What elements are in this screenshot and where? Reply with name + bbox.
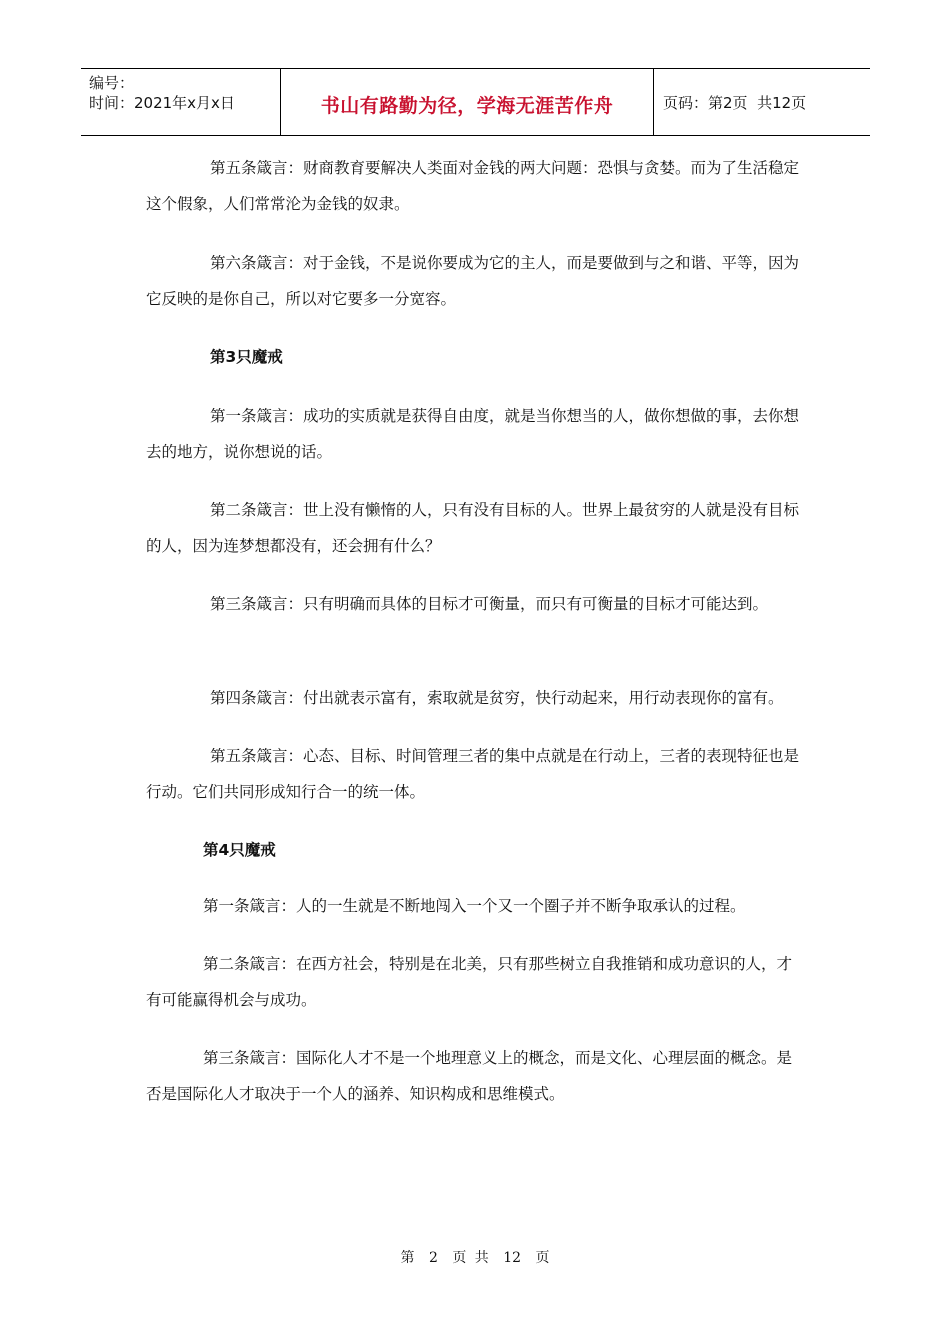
section-heading: 第3只魔戒 xyxy=(210,348,283,366)
footer-prefix: 第 xyxy=(400,1250,415,1266)
paragraph: 第一条箴言：人的一生就是不断地闯入一个又一个圈子并不断争取承认的过程。 xyxy=(203,897,746,915)
header-meta-cell xyxy=(81,69,281,135)
document-body xyxy=(146,150,806,1112)
time-label: 时间：2021年x月x日 xyxy=(89,94,235,112)
page-label: 页码：第2页 共12页 xyxy=(663,93,807,112)
header-motto-cell xyxy=(281,69,654,135)
number-label: 编号： xyxy=(89,74,135,92)
paragraph: 第二条箴言：在西方社会，特别是在北美，只有那些树立自我推销和成功意识的人，才有可能赢得机会与成功。 xyxy=(146,955,793,1009)
paragraph: 第四条箴言：付出就表示富有，索取就是贫穷，快行动起来，用行动表现你的富有。 xyxy=(210,689,784,707)
paragraph: 第二条箴言：世上没有懒惰的人，只有没有目标的人。世界上最贫穷的人就是没有目标的人，因为连梦想都没有，还会拥有什么？ xyxy=(146,501,800,555)
motto: 书山有路勤为径，学海无涯苦作舟 xyxy=(320,94,614,117)
footer-suffix: 页 xyxy=(535,1250,550,1266)
paragraph: 第一条箴言：成功的实质就是获得自由度，就是当你想当的人，做你想做的事，去你想去的地方，说你想说的话。 xyxy=(146,407,800,461)
footer-page-total: 12 xyxy=(503,1250,522,1266)
header-page-cell xyxy=(654,69,870,135)
paragraph: 第五条箴言：心态、目标、时间管理三者的集中点就是在行动上，三者的表现特征也是行动。它们共同形成知行合一的统一体。 xyxy=(146,747,800,801)
footer-mid: 页 共 xyxy=(452,1250,489,1266)
header-table xyxy=(81,68,870,136)
section-heading: 第4只魔戒 xyxy=(203,841,276,859)
paragraph: 第三条箴言：国际化人才不是一个地理意义上的概念，而是文化、心理层面的概念。是否是国际化人才取决于一个人的涵养、知识构成和思维模式。 xyxy=(146,1049,793,1103)
page-footer xyxy=(0,1247,950,1267)
paragraph: 第六条箴言：对于金钱，不是说你要成为它的主人，而是要做到与之和谐、平等，因为它反映的是你自己，所以对它要多一分宽容。 xyxy=(146,254,800,308)
footer-page-number: 2 xyxy=(428,1250,438,1266)
paragraph: 第五条箴言：财商教育要解决人类面对金钱的两大问题：恐惧与贪婪。而为了生活稳定这个假象，人们常常沦为金钱的奴隶。 xyxy=(146,159,800,213)
paragraph: 第三条箴言：只有明确而具体的目标才可衡量，而只有可衡量的目标才可能达到。 xyxy=(210,595,769,613)
